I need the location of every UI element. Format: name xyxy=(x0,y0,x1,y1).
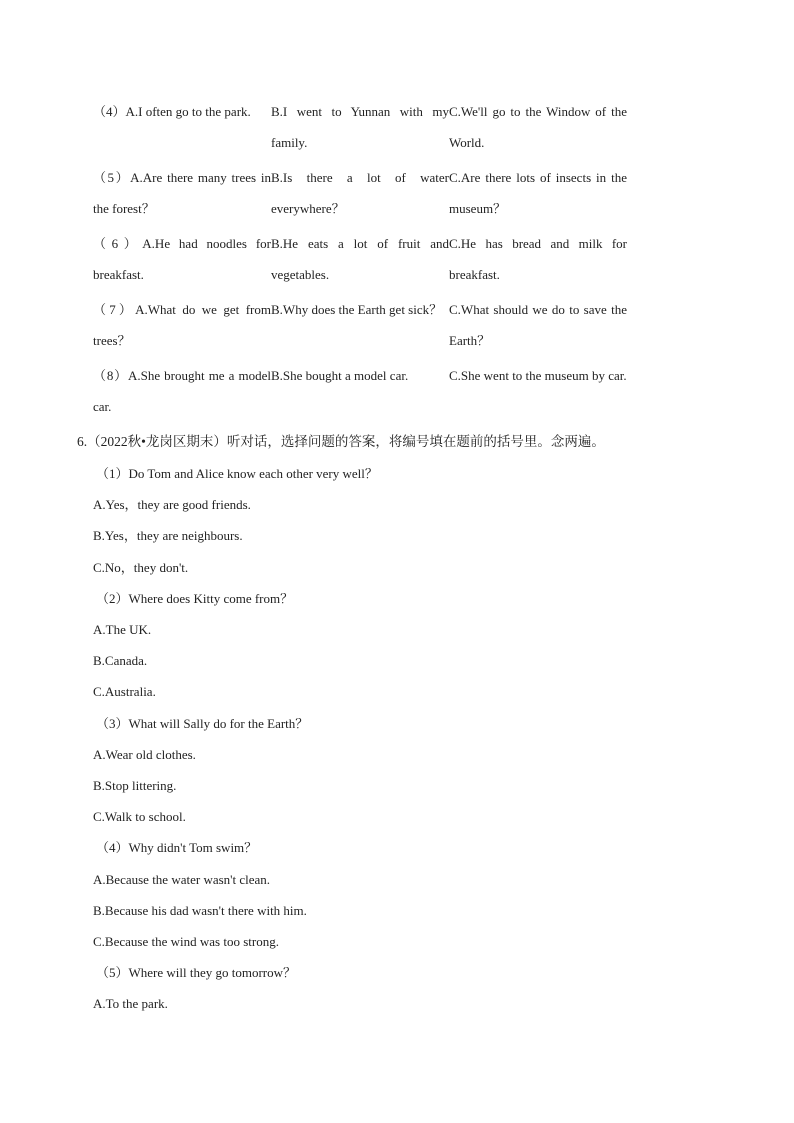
option-a-cell: （6）A.He had noodles for breakfast. xyxy=(93,236,271,282)
options-row xyxy=(93,294,627,360)
options-row xyxy=(93,360,627,426)
answer-option: C.Walk to school. xyxy=(93,809,186,825)
answer-option: A.Wear old clothes. xyxy=(93,746,196,762)
question-text: （2）Where does Kitty come from？ xyxy=(96,590,294,606)
answer-option: B.Stop littering. xyxy=(93,778,177,794)
option-c-cell: C.What should we do to save the Earth？ xyxy=(449,302,627,348)
answer-option: B.Because his dad wasn't there with him. xyxy=(93,902,307,918)
option-a-cell: （8）A.She brought me a model car. xyxy=(93,368,271,414)
answer-option: B.Canada. xyxy=(93,653,148,669)
answer-option: A.To the park. xyxy=(93,996,168,1012)
options-row xyxy=(93,96,627,162)
option-c-cell: C.He has bread and milk for breakfast. xyxy=(449,236,627,282)
answer-option: C.No，they don't. xyxy=(93,559,189,575)
answer-option: A.The UK. xyxy=(93,622,152,638)
answer-option: C.Because the wind was too strong. xyxy=(93,934,279,950)
question-text: （5）Where will they go tomorrow？ xyxy=(96,965,297,981)
question-6-header: 6.（2022秋•龙岗区期末）听对话，选择问题的答案，将编号填在题前的括号里。念两遍。 xyxy=(77,434,605,449)
options-row xyxy=(93,228,627,294)
option-c-cell: C.She went to the museum by car. xyxy=(449,368,627,383)
option-b-cell: B.Why does the Earth get sick？ xyxy=(271,302,443,317)
answer-option: C.Australia. xyxy=(93,684,156,700)
option-b-cell: B.She bought a model car. xyxy=(271,368,409,383)
option-b-cell: B.He eats a lot of fruit and vegetables. xyxy=(271,236,449,282)
option-a-cell: （5）A.Are there many trees in the forest？ xyxy=(93,170,271,216)
options-table xyxy=(93,96,627,426)
answer-option: A.Because the water wasn't clean. xyxy=(93,871,271,887)
option-c-cell: C.We'll go to the Window of the World. xyxy=(449,104,627,150)
option-b-cell: B.Is there a lot of water everywhere？ xyxy=(271,170,449,216)
option-a-cell: （7）A.What do we get from trees？ xyxy=(93,302,271,348)
question-text: （3）What will Sally do for the Earth？ xyxy=(96,715,309,731)
options-row xyxy=(93,162,627,228)
answer-option: B.Yes，they are neighbours. xyxy=(93,528,243,544)
question-6-list xyxy=(93,458,693,1020)
option-c-cell: C.Are there lots of insects in the museum？ xyxy=(449,170,627,216)
question-text: （4）Why didn't Tom swim？ xyxy=(96,840,258,856)
option-b-cell: B.I went to Yunnan with my family. xyxy=(271,104,449,150)
option-a-cell: （4）A.I often go to the park. xyxy=(93,104,251,119)
answer-option: A.Yes，they are good friends. xyxy=(93,497,251,513)
question-text: （1）Do Tom and Alice know each other very well？ xyxy=(96,466,378,481)
